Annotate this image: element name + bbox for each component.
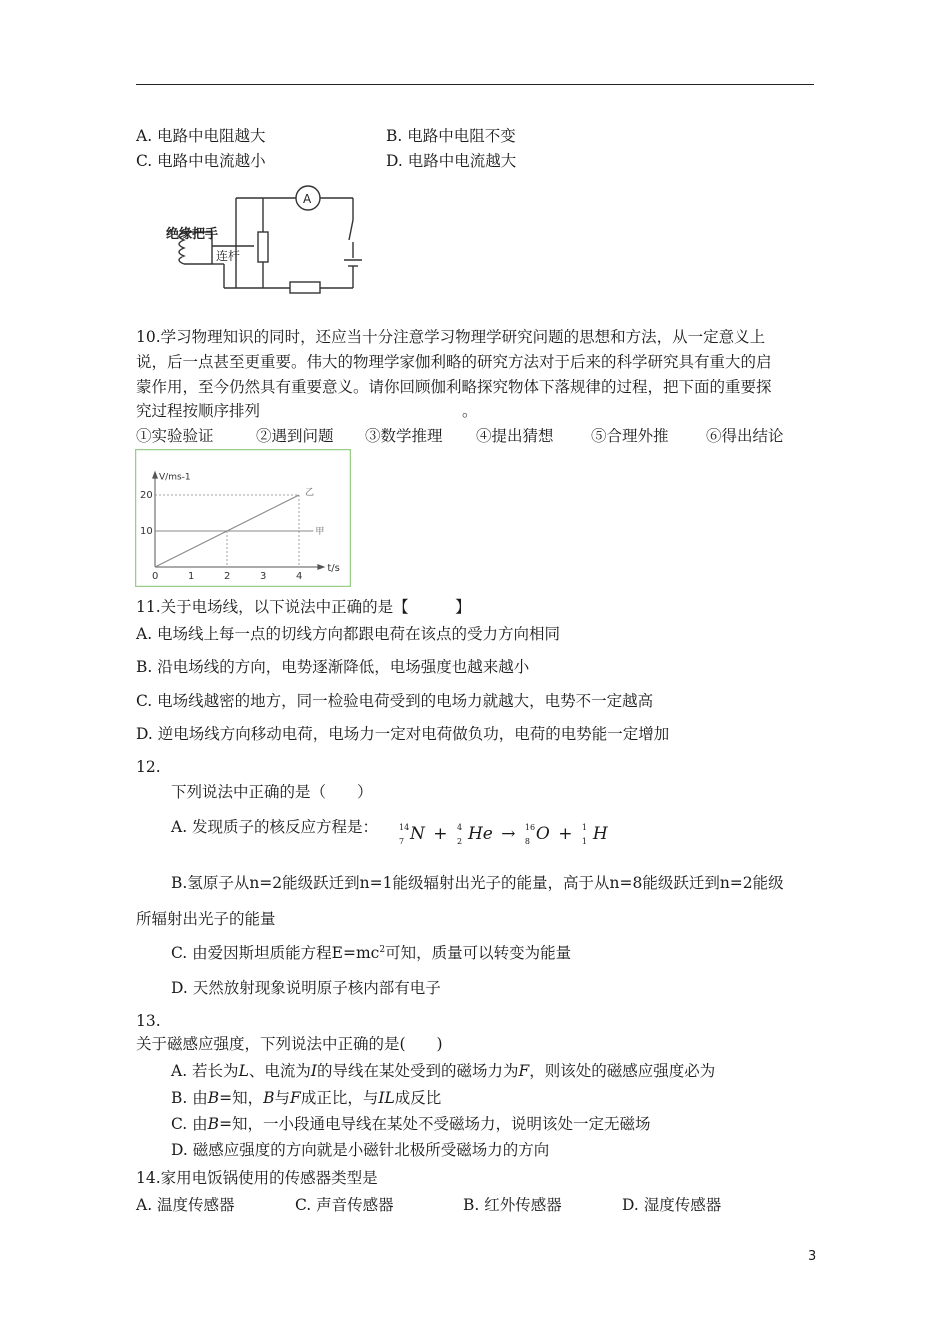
header-rule bbox=[136, 84, 814, 85]
x-tick-label: 4 bbox=[296, 571, 303, 582]
q13-option-a: A. 若长为L、电流为I的导线在某处受到的磁场力为F，则该处的磁感应强度必为 bbox=[171, 1062, 716, 1080]
q13-number: 13. bbox=[136, 1012, 161, 1030]
q10-line-2: 说，后一点甚至更重要。伟大的物理学家伽利略的研究方法对于后来的科学研究具有重大的启 bbox=[136, 353, 772, 371]
q11-option-a: A. 电场线上每一点的切线方向都跟电荷在该点的受力方向相同 bbox=[136, 625, 561, 643]
x-tick-label: 3 bbox=[260, 571, 267, 582]
q12-option-b-line-1: B.氢原子从n=2能级跃迁到n=1能级辐射出光子的能量，高于从n=8能级跃迁到n=2能级 bbox=[171, 874, 784, 892]
q12-option-b-line-2: 所辐射出光子的能量 bbox=[136, 910, 276, 928]
q10-step-4: ④提出猜想 bbox=[476, 427, 554, 445]
q14-option-b: B. 红外传感器 bbox=[463, 1196, 562, 1214]
circuit-diagram bbox=[166, 180, 376, 300]
q12-option-c: C. 由爱因斯坦质能方程$E=mc^2$可知，质量可以转变为能量 bbox=[171, 944, 572, 963]
q13-stem: 关于磁感应强度，下列说法中正确的是( ) bbox=[136, 1035, 443, 1053]
x-tick-label: 0 bbox=[152, 571, 159, 582]
x-tick-label: 2 bbox=[224, 571, 231, 582]
q11-option-c: C. 电场线越密的地方，同一检验电荷受到的电场力就越大，电势不一定越高 bbox=[136, 692, 654, 710]
q13-option-c: C. 由B=知，一小段通电导线在某处不受磁场力，说明该处一定无磁场 bbox=[171, 1115, 651, 1133]
velocity-time-chart bbox=[135, 449, 351, 587]
y-tick-label: 10 bbox=[140, 526, 153, 537]
q10-step-6: ⑥得出结论 bbox=[706, 427, 784, 445]
switch bbox=[349, 220, 353, 240]
series-label-2: 甲 bbox=[315, 527, 325, 537]
q10-step-5: ⑤合理外推 bbox=[591, 427, 669, 445]
q14-option-c: C. 声音传感器 bbox=[295, 1196, 394, 1214]
q14-option-a: A. 温度传感器 bbox=[136, 1196, 235, 1214]
q14-option-d: D. 湿度传感器 bbox=[622, 1196, 722, 1214]
q13-option-b: B. 由B=知，B与F成正比，与IL成反比 bbox=[171, 1089, 442, 1107]
q10-step-1: ①实验验证 bbox=[136, 427, 214, 445]
x-tick-label: 1 bbox=[188, 571, 195, 582]
rheostat bbox=[258, 232, 268, 262]
q9-option-d: D. 电路中电流越大 bbox=[386, 152, 517, 170]
q10-step-3: ③数学推理 bbox=[365, 427, 443, 445]
q11-stem: 11.关于电场线，以下说法中正确的是【 】 bbox=[136, 598, 471, 616]
q9-option-c: C. 电路中电流越小 bbox=[136, 152, 266, 170]
q10-step-2: ②遇到问题 bbox=[256, 427, 334, 445]
ammeter-label: A bbox=[303, 192, 312, 206]
q10-line-4-end: 。 bbox=[462, 402, 478, 420]
q10-line-1: 10.学习物理知识的同时，还应当十分注意学习物理学研究问题的思想和方法，从一定意义上 bbox=[136, 328, 766, 346]
x-axis-label: t/s bbox=[327, 563, 340, 574]
q9-option-b: B. 电路中电阻不变 bbox=[386, 127, 516, 145]
q12-option-a: A. 发现质子的核反应方程是： bbox=[171, 818, 379, 836]
q11-option-d: D. 逆电场线方向移动电荷，电场力一定对电荷做负功，电荷的电势能一定增加 bbox=[136, 725, 670, 743]
q12-stem: 下列说法中正确的是（ ） bbox=[171, 783, 373, 801]
fixed-resistor bbox=[290, 282, 320, 293]
q12-option-d: D. 天然放射现象说明原子核内部有电子 bbox=[171, 979, 441, 997]
q13-option-d: D. 磁感应强度的方向就是小磁针北极所受磁场力的方向 bbox=[171, 1141, 550, 1159]
label-rod: 连杆 bbox=[216, 249, 241, 263]
q10-line-3: 蒙作用，至今仍然具有重要意义。请你回顾伽利略探究物体下落规律的过程，把下面的重要探 bbox=[136, 378, 772, 396]
page-number: 3 bbox=[808, 1249, 817, 1264]
series-label-1: 乙 bbox=[305, 488, 315, 498]
q11-option-b: B. 沿电场线的方向，电势逐渐降低，电场强度也越来越小 bbox=[136, 658, 530, 676]
nuclear-equation: 14 7 N + 4 2 He → 16 8 O + 1 1 H bbox=[399, 823, 608, 846]
q10-line-4: 究过程按顺序排列 bbox=[136, 402, 261, 420]
y-tick-label: 20 bbox=[140, 490, 153, 501]
q14-stem: 14.家用电饭锅使用的传感器类型是 bbox=[136, 1169, 378, 1187]
label-handle: 绝缘把手 bbox=[166, 227, 219, 242]
y-axis-label: V/ms-1 bbox=[159, 472, 191, 483]
q12-number: 12. bbox=[136, 758, 161, 776]
q9-option-a: A. 电路中电阻越大 bbox=[136, 127, 266, 145]
